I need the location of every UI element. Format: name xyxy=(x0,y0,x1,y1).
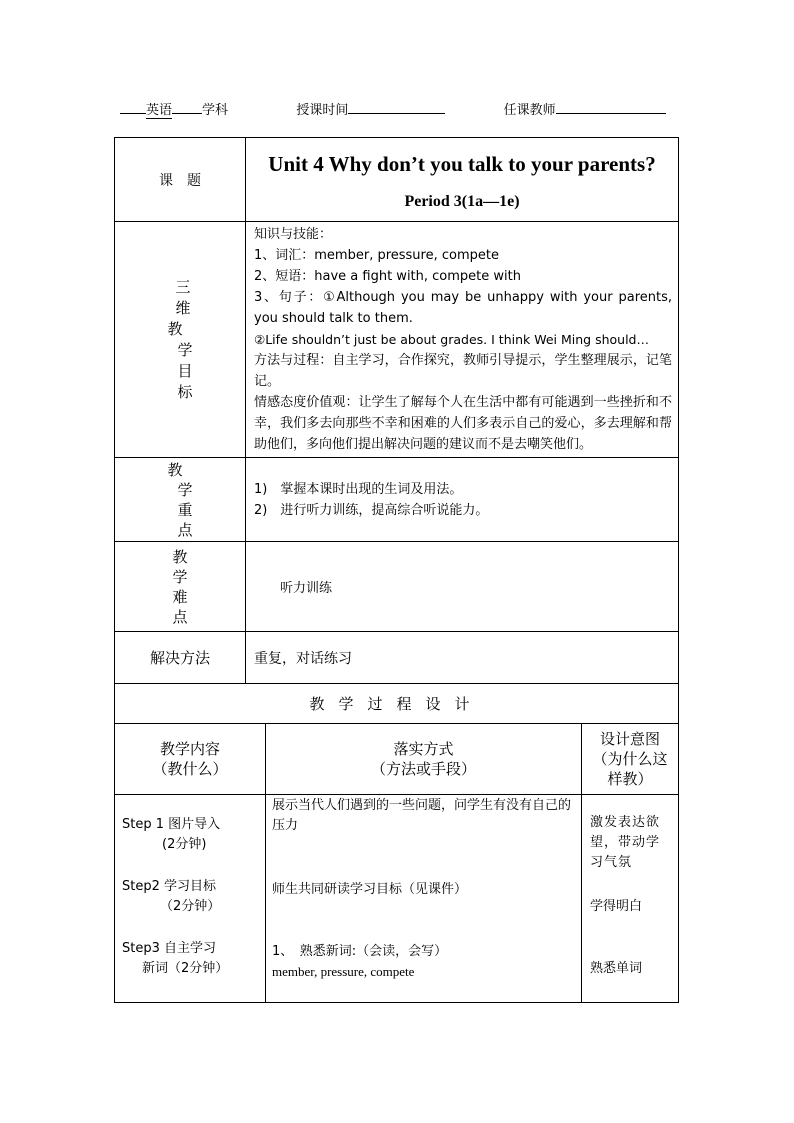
topic-label: 课 题 xyxy=(159,172,201,189)
step-content: Step3 自主学习 新词（2分钟） xyxy=(122,941,229,976)
process-title-row xyxy=(115,684,679,724)
key-points-row xyxy=(115,458,679,542)
key-points-label-cell xyxy=(115,458,246,542)
method-label-cell xyxy=(115,632,246,684)
topic-content-cell xyxy=(246,138,679,222)
label-char: 标 xyxy=(177,382,193,401)
step-content: Step 1 图片导入 (2分钟) xyxy=(122,817,221,852)
step-intent: 熟悉单词 xyxy=(590,961,643,976)
topic-row xyxy=(115,138,679,222)
objective-line: 方法与过程：自主学习，合作探究，教师引导提示，学生整理展示，记笔记。 xyxy=(254,353,672,389)
label-char: 教 xyxy=(167,460,183,479)
topic-label-cell xyxy=(115,138,246,222)
difficulties-label xyxy=(172,547,187,627)
label-char: 教 xyxy=(167,319,183,338)
time-field[interactable] xyxy=(348,100,445,114)
label-char: 学 xyxy=(177,480,193,499)
objective-line: 3、句子：①Although you may be unhappy with your parents, you should talk to them. xyxy=(254,290,672,326)
label-char: 学 xyxy=(172,567,188,586)
label-char: 目 xyxy=(177,361,193,380)
step-intent: 激发表达欲望，带动学习气氛 xyxy=(590,815,661,870)
subject-value[interactable]: 英语 xyxy=(146,103,173,118)
time-label: 授课时间 xyxy=(296,103,349,118)
objective-line: 1、词汇：member, pressure, compete xyxy=(254,248,499,263)
difficulties-content xyxy=(246,542,679,632)
steps-content-cell xyxy=(115,795,266,1003)
header-line: （教什么） xyxy=(152,760,228,778)
difficulties-label-cell xyxy=(115,542,246,632)
lesson-plan-table xyxy=(114,137,679,1003)
label-char: 教 xyxy=(172,547,188,566)
label-char: 点 xyxy=(177,520,193,539)
label-char: 点 xyxy=(172,607,188,626)
difficulty-text: 听力训练 xyxy=(280,581,333,596)
steps-intent-cell xyxy=(582,795,679,1003)
header-line: （方法或手段） xyxy=(370,760,476,778)
header-line: （为什么这 xyxy=(592,750,668,768)
header-line: 设计意图 xyxy=(599,730,660,748)
label-char: 重 xyxy=(177,500,193,519)
step-method: 1、 熟悉新词:（会读，会写） xyxy=(272,944,448,959)
process-steps-row xyxy=(115,795,679,1003)
label-char: 维 xyxy=(175,298,191,317)
col-intent-header xyxy=(582,724,679,795)
method-text: 重复，对话练习 xyxy=(254,650,352,667)
key-point-item: 1) 掌握本课时出现的生词及用法。 xyxy=(254,481,463,497)
step-method: 师生共同研读学习目标（见课件） xyxy=(272,882,468,897)
objective-line: 知识与技能： xyxy=(254,227,333,242)
steps-method-cell xyxy=(266,795,582,1003)
objective-line: 2、短语：have a fight with, compete with xyxy=(254,269,521,284)
objectives-label-cell xyxy=(115,222,246,458)
header-line: 教学内容 xyxy=(159,740,220,758)
method-row xyxy=(115,632,679,684)
label-char: 难 xyxy=(172,587,188,606)
subject-blank-left[interactable] xyxy=(120,100,146,114)
step-method-words: member, pressure, compete xyxy=(272,964,415,979)
period-title: Period 3(1a—1e) xyxy=(404,192,520,210)
key-points-label xyxy=(167,460,192,540)
process-header-row xyxy=(115,724,679,795)
objective-line: 情感态度价值观：让学生了解每个人在生活中都有可能遇到一些挫折和不幸，我们多去向那些不幸和困难的人们多表示自己的爱心，多去理解和帮助他们，多向他们提出解决问题的建议而不是去嘲笑他们。 xyxy=(254,395,672,452)
subject-suffix: 学科 xyxy=(202,103,229,118)
col-content-header xyxy=(115,724,266,795)
teacher-label: 任课教师 xyxy=(503,103,556,118)
difficulties-row xyxy=(115,542,679,632)
objective-line: ②Life shouldn’t just be about grades. I think Wei Ming should… xyxy=(254,332,649,347)
method-content xyxy=(246,632,679,684)
process-title: 教学过程设计 xyxy=(115,684,679,724)
unit-title: Unit 4 Why don’t you talk to your parents? xyxy=(268,151,656,176)
key-point-item: 2) 进行听力训练，提高综合听说能力。 xyxy=(254,502,489,518)
col-method-header xyxy=(266,724,582,795)
step-method: 展示当代人们遇到的一些问题，问学生有没有自己的压力 xyxy=(272,798,572,833)
objectives-label xyxy=(167,277,192,403)
document-header xyxy=(120,99,666,118)
subject-blank-right[interactable] xyxy=(172,100,202,114)
teacher-field[interactable] xyxy=(556,100,666,114)
step-content: Step2 学习目标 （2分钟） xyxy=(122,879,221,914)
objectives-row xyxy=(115,222,679,458)
label-char: 三 xyxy=(175,277,191,296)
key-points-content xyxy=(246,458,679,542)
label-char: 学 xyxy=(177,340,193,359)
objectives-content xyxy=(246,222,679,458)
step-intent: 学得明白 xyxy=(590,899,643,914)
method-label: 解决方法 xyxy=(149,649,210,667)
header-line: 样教） xyxy=(607,770,653,788)
header-line: 落实方式 xyxy=(393,740,454,758)
